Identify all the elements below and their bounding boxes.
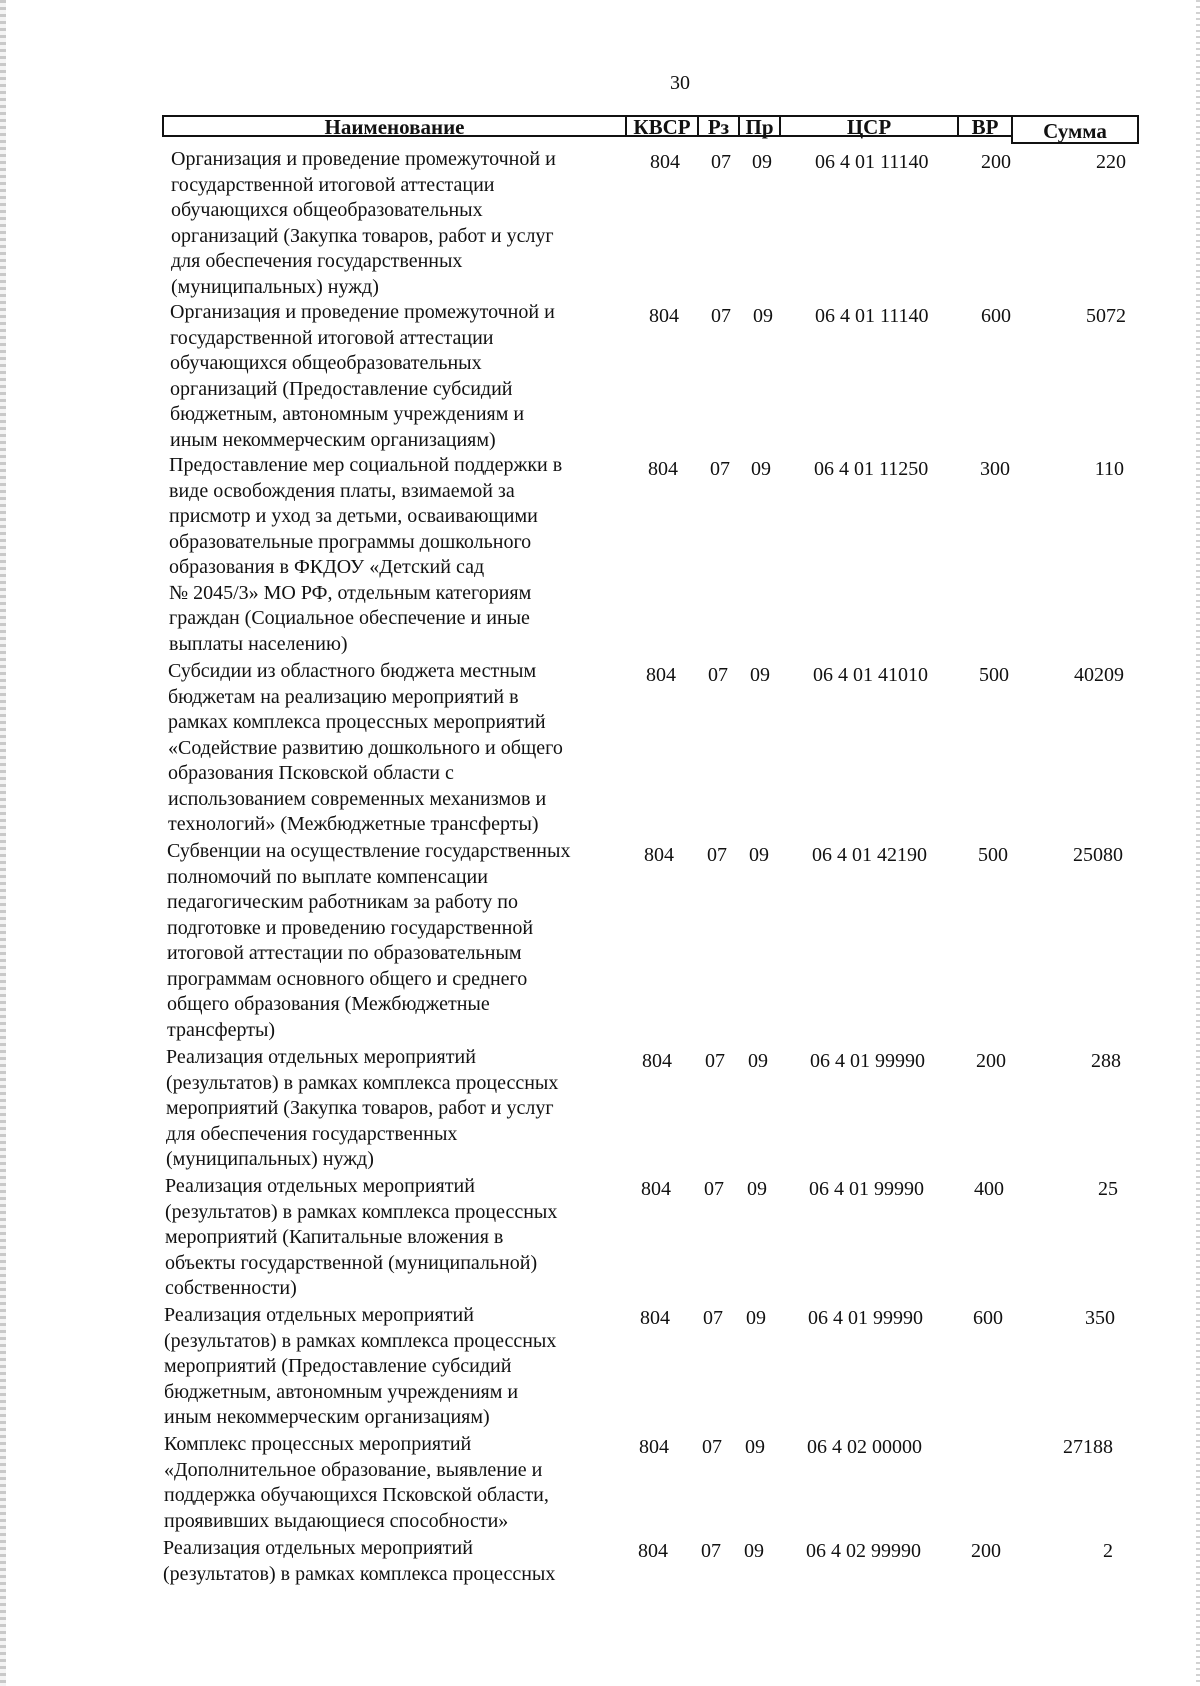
- row-rz: 07: [702, 1436, 722, 1458]
- row-pr: 09: [745, 1436, 765, 1458]
- row-csr: 06 4 02 00000: [807, 1436, 922, 1458]
- row-sum: 5072: [1086, 305, 1126, 327]
- row-name: Реализация отдельных мероприятий (результатов) в рамках комплекса процессных мероприятий (Капитальные вложения в объекты государственной (муниципальной) собственности): [165, 1175, 558, 1299]
- row-vr: 300: [980, 458, 1010, 480]
- row-rz: 07: [708, 664, 728, 686]
- row-name: Субвенции на осуществление государственных полномочий по выплате компенсации педагогическим работникам за работу по подготовке и проведению государственной итоговой аттестации по образовательным программам основного общего и среднего общего образования (Межбюджетные трансферты): [167, 840, 571, 1041]
- header-pr: Пр: [738, 115, 781, 137]
- header-kvsr: КВСР: [625, 115, 699, 137]
- row-kvsr: 804: [649, 305, 679, 327]
- table-header: [162, 115, 1140, 144]
- row-csr: 06 4 01 11140: [815, 305, 929, 327]
- row-name: Предоставление мер социальной поддержки в виде освобождения платы, взимаемой за присмотр и уход за детьми, осваивающими образовательные программы дошкольного образования в ФКДОУ «Детский сад № 2045/3» МО РФ, отдельным категориям граждан (Социальное обеспечение и иные выплаты населению): [169, 454, 563, 655]
- row-sum: 40209: [1074, 664, 1124, 686]
- row-sum: 220: [1096, 151, 1126, 173]
- row-rz: 07: [705, 1050, 725, 1072]
- header-csr: ЦСР: [779, 115, 959, 137]
- scan-edge-left: [0, 0, 6, 1686]
- row-csr: 06 4 01 99990: [808, 1307, 923, 1329]
- header-vr: ВР: [957, 115, 1013, 137]
- row-sum: 110: [1094, 458, 1124, 480]
- row-kvsr: 804: [646, 664, 676, 686]
- row-vr: 200: [981, 151, 1011, 173]
- row-pr: 09: [747, 1178, 767, 1200]
- row-vr: 500: [978, 844, 1008, 866]
- row-sum: 27188: [1063, 1436, 1113, 1458]
- row-kvsr: 804: [638, 1540, 668, 1562]
- row-pr: 09: [753, 305, 773, 327]
- row-name: Комплекс процессных мероприятий «Дополнительное образование, выявление и поддержка обучающихся Псковской области, проявивших выдающиеся способности»: [164, 1433, 549, 1532]
- row-rz: 07: [707, 844, 727, 866]
- row-csr: 06 4 01 99990: [809, 1178, 924, 1200]
- row-kvsr: 804: [650, 151, 680, 173]
- row-name: Организация и проведение промежуточной и государственной итоговой аттестации обучающихся общеобразовательных организаций (Предоставление субсидий бюджетным, автономным учреждениям и иным некоммерческим организациям): [170, 301, 555, 451]
- scan-edge-right: [1196, 0, 1200, 1686]
- row-pr: 09: [744, 1540, 764, 1562]
- row-vr: 200: [971, 1540, 1001, 1562]
- row-vr: 600: [981, 305, 1011, 327]
- row-csr: 06 4 01 99990: [810, 1050, 925, 1072]
- header-rz: Рз: [697, 115, 740, 137]
- row-pr: 09: [751, 458, 771, 480]
- row-sum: 25080: [1073, 844, 1123, 866]
- row-name: Реализация отдельных мероприятий (результатов) в рамках комплекса процессных: [163, 1537, 556, 1585]
- row-pr: 09: [748, 1050, 768, 1072]
- row-rz: 07: [711, 305, 731, 327]
- row-pr: 09: [746, 1307, 766, 1329]
- row-pr: 09: [752, 151, 772, 173]
- row-kvsr: 804: [644, 844, 674, 866]
- row-csr: 06 4 01 11140: [815, 151, 929, 173]
- row-kvsr: 804: [639, 1436, 669, 1458]
- row-csr: 06 4 01 11250: [814, 458, 929, 480]
- row-csr: 06 4 01 42190: [812, 844, 927, 866]
- row-kvsr: 804: [648, 458, 678, 480]
- row-kvsr: 804: [641, 1178, 671, 1200]
- row-rz: 07: [710, 458, 730, 480]
- row-vr: 200: [976, 1050, 1006, 1072]
- row-sum: 2: [1103, 1540, 1113, 1562]
- row-sum: 25: [1098, 1178, 1118, 1200]
- row-sum: 350: [1085, 1307, 1115, 1329]
- row-csr: 06 4 01 41010: [813, 664, 928, 686]
- header-name: Наименование: [162, 115, 627, 137]
- row-name: Субсидии из областного бюджета местным бюджетам на реализацию мероприятий в рамках комплекса процессных мероприятий «Содействие развитию дошкольного и общего образования Псковской области с использованием современных механизмов и технологий» (Межбюджетные трансферты): [168, 660, 563, 835]
- row-rz: 07: [701, 1540, 721, 1562]
- header-sum: Сумма: [1011, 115, 1139, 144]
- row-rz: 07: [703, 1307, 723, 1329]
- row-kvsr: 804: [642, 1050, 672, 1072]
- row-rz: 07: [711, 151, 731, 173]
- row-vr: 400: [974, 1178, 1004, 1200]
- row-pr: 09: [749, 844, 769, 866]
- row-name: Реализация отдельных мероприятий (результатов) в рамках комплекса процессных мероприятий (Закупка товаров, работ и услуг для обеспечения государственных (муниципальных) нужд): [166, 1046, 559, 1170]
- row-rz: 07: [704, 1178, 724, 1200]
- row-csr: 06 4 02 99990: [806, 1540, 921, 1562]
- row-kvsr: 804: [640, 1307, 670, 1329]
- row-name: Реализация отдельных мероприятий (результатов) в рамках комплекса процессных мероприятий (Предоставление субсидий бюджетным, автономным учреждениям и иным некоммерческим организациям): [164, 1304, 557, 1428]
- page-number: 30: [670, 72, 690, 94]
- row-vr: 600: [973, 1307, 1003, 1329]
- row-pr: 09: [750, 664, 770, 686]
- row-vr: 500: [979, 664, 1009, 686]
- row-sum: 288: [1091, 1050, 1121, 1072]
- row-name: Организация и проведение промежуточной и государственной итоговой аттестации обучающихся общеобразовательных организаций (Закупка товаров, работ и услуг для обеспечения государственных (муниципальных) нужд): [171, 148, 556, 298]
